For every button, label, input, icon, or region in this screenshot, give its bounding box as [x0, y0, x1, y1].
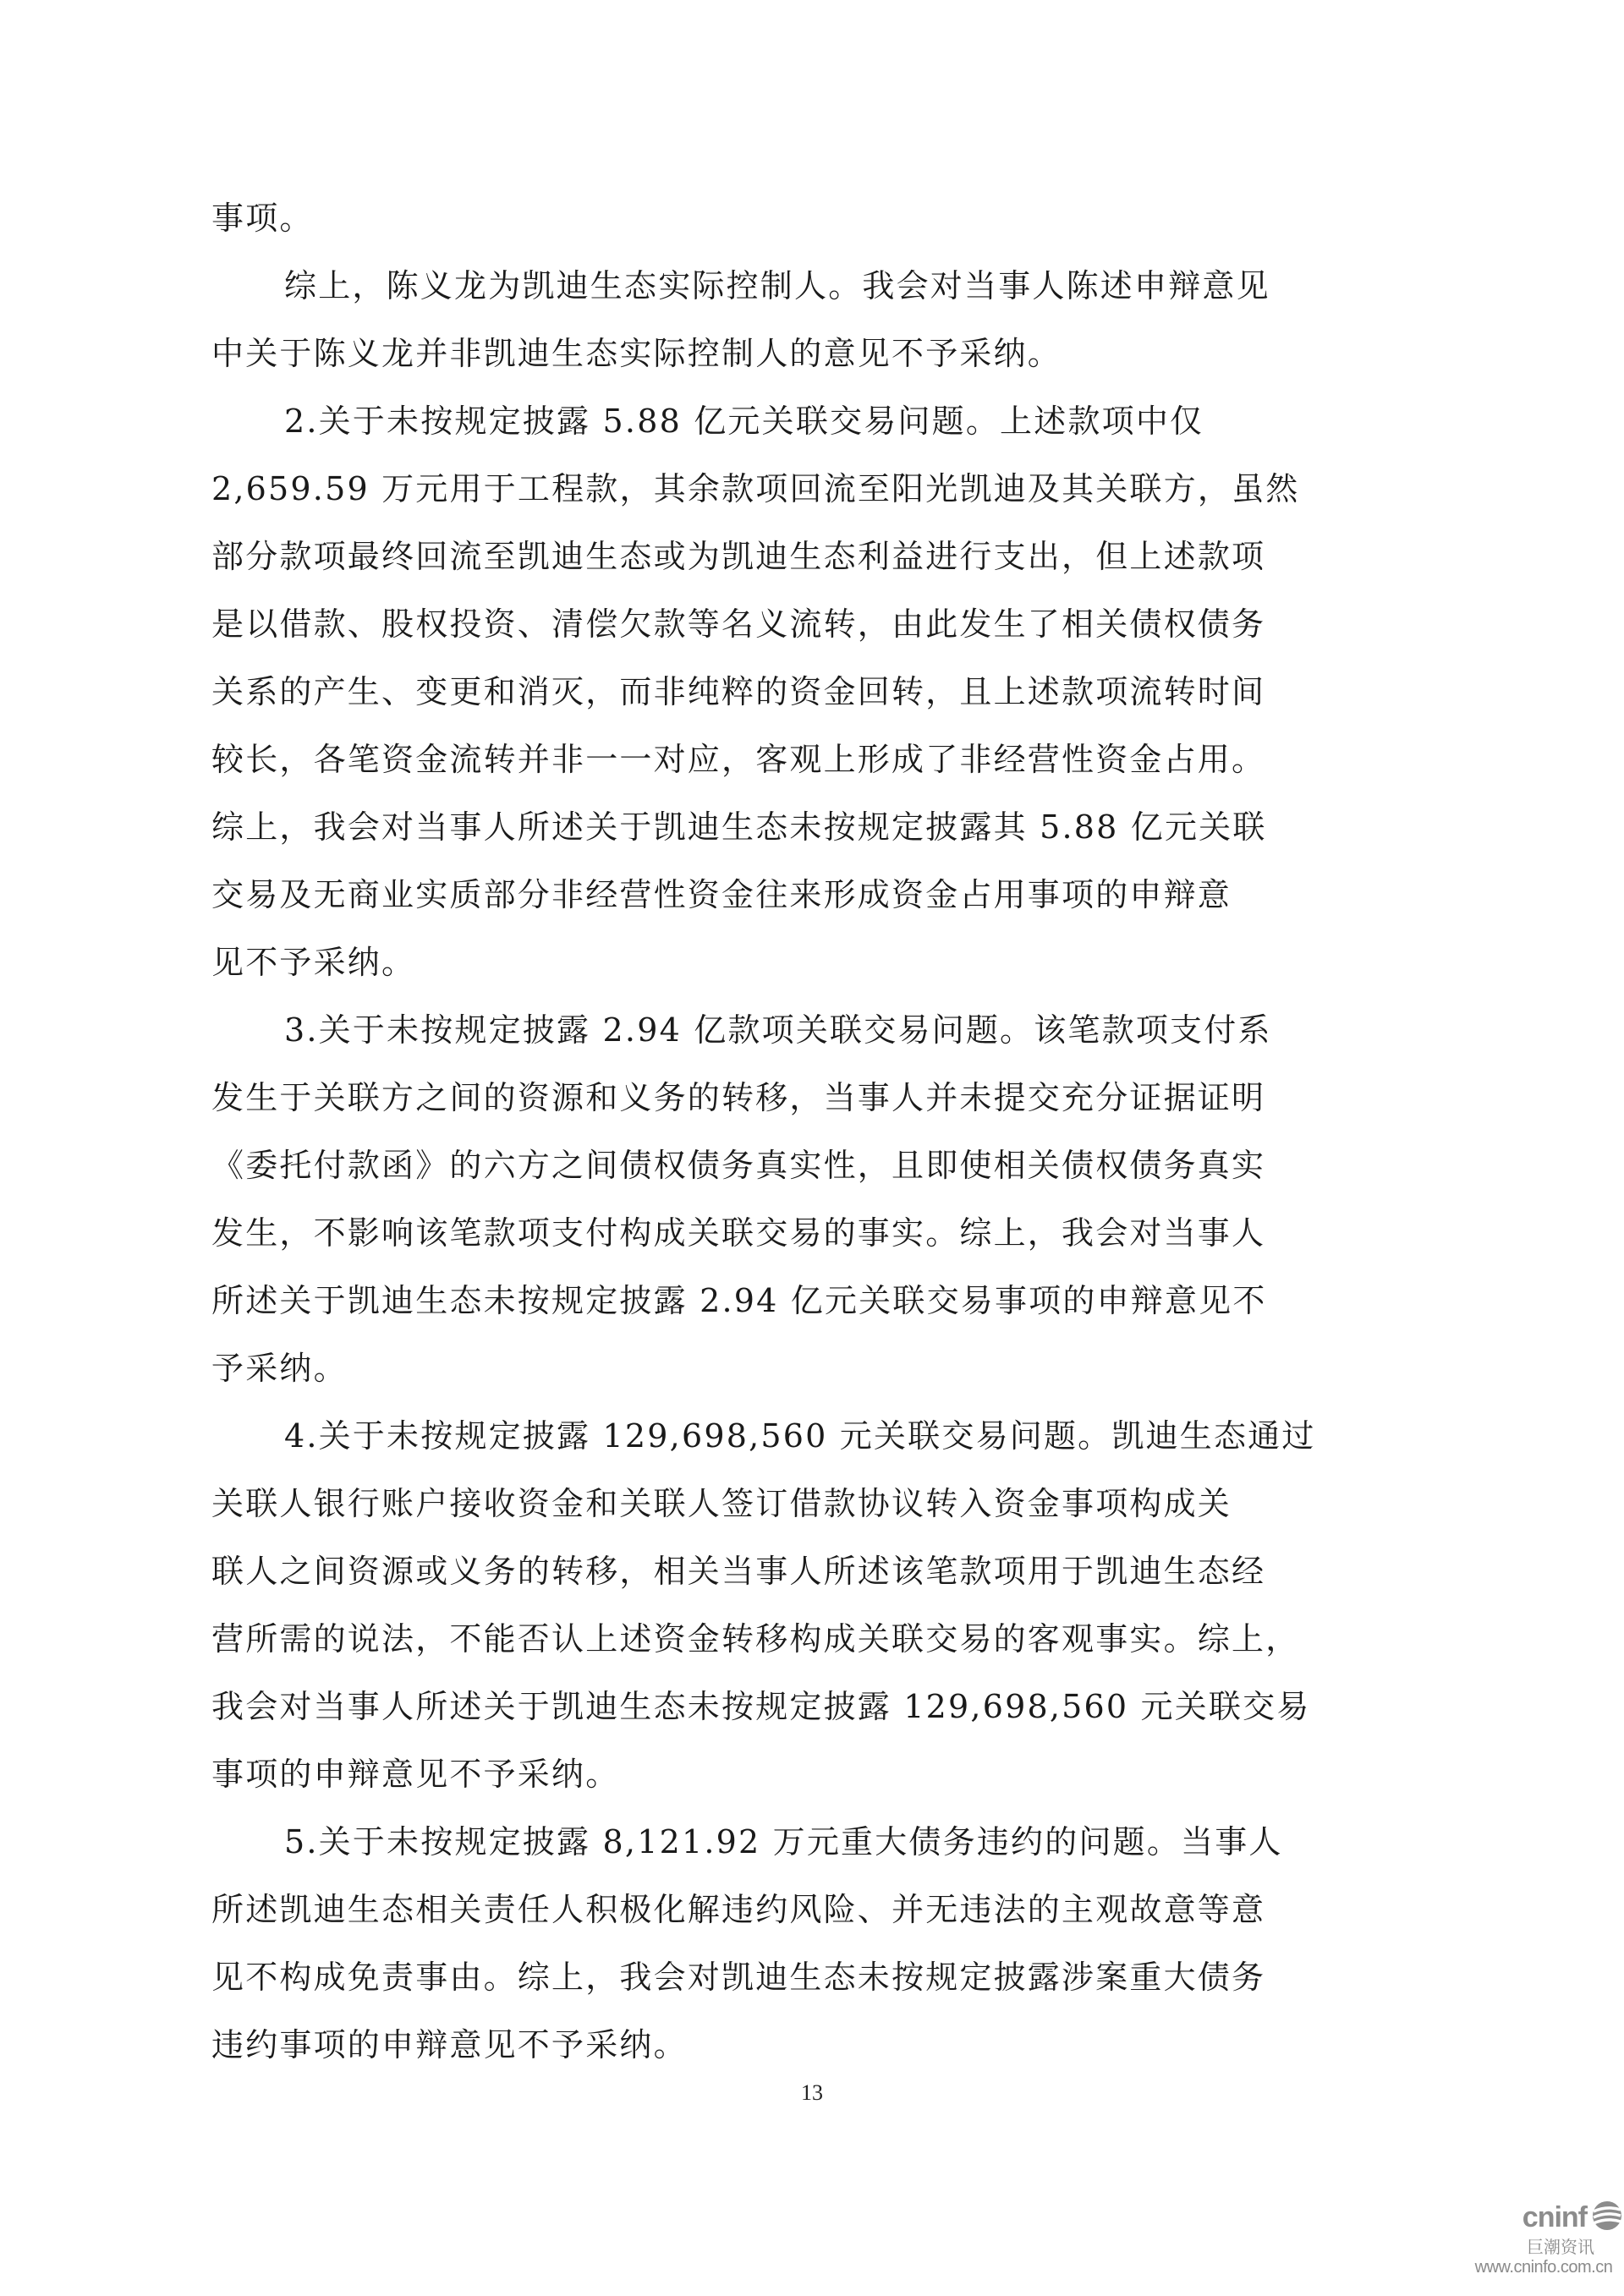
cninfo-watermark [1463, 2199, 1624, 2277]
text-line: 违约事项的申辩意见不予采纳。 [211, 2026, 688, 2063]
text-line: 所述关于凯迪生态未按规定披露 2.94 亿元关联交易事项的申辩意见不 [211, 1282, 1267, 1319]
page-number: 13 [801, 2080, 823, 2105]
text-line: 综上，陈义龙为凯迪生态实际控制人。我会对当事人陈述申辩意见 [284, 267, 1270, 304]
text-line: 5.关于未按规定披露 8,121.92 万元重大债务违约的问题。当事人 [284, 1823, 1283, 1860]
text-line: 事项的申辩意见不予采纳。 [211, 1756, 620, 1793]
text-line: 较长，各笔资金流转并非一一对应，客观上形成了非经营性资金占用。 [211, 741, 1266, 778]
text-line: 中关于陈义龙并非凯迪生态实际控制人的意见不予采纳。 [211, 335, 1062, 372]
text-line: 我会对当事人所述关于凯迪生态未按规定披露 129,698,560 元关联交易 [211, 1688, 1311, 1725]
text-line: 《委托付款函》的六方之间债权债务真实性，且即使相关债权债务真实 [211, 1147, 1266, 1184]
text-line: 关联人银行账户接收资金和关联人签订借款协议转入资金事项构成关 [211, 1485, 1232, 1522]
text-line: 是以借款、股权投资、清偿欠款等名义流转，由此发生了相关债权债务 [211, 606, 1266, 643]
document-body [211, 184, 1396, 2079]
watermark-url: www.cninfo.com.cn [1474, 2258, 1613, 2277]
text-line: 予采纳。 [211, 1350, 348, 1387]
text-line: 综上，我会对当事人所述关于凯迪生态未按规定披露其 5.88 亿元关联 [211, 808, 1267, 846]
text-line: 所述凯迪生态相关责任人积极化解违约风险、并无违法的主观故意等意 [211, 1891, 1266, 1928]
watermark-name-cn: 巨潮资讯 [1527, 2238, 1594, 2257]
watermark-brand-text: cninf [1522, 2201, 1587, 2233]
text-line: 2.关于未按规定披露 5.88 亿元关联交易问题。上述款项中仅 [284, 403, 1204, 440]
cninfo-logo-icon [1590, 2199, 1624, 2237]
text-line: 交易及无商业实质部分非经营性资金往来形成资金占用事项的申辩意 [211, 876, 1232, 913]
watermark-brand-row [1463, 2199, 1624, 2237]
text-line: 联人之间资源或义务的转移，相关当事人所述该笔款项用于凯迪生态经 [211, 1553, 1266, 1590]
text-line: 发生于关联方之间的资源和义务的转移，当事人并未提交充分证据证明 [211, 1079, 1266, 1116]
text-line: 4.关于未按规定披露 129,698,560 元关联交易问题。凯迪生态通过 [284, 1417, 1316, 1455]
text-line: 营所需的说法，不能否认上述资金转移构成关联交易的客观事实。综上， [211, 1620, 1300, 1658]
text-line: 关系的产生、变更和消灭，而非纯粹的资金回转，且上述款项流转时间 [211, 673, 1266, 710]
text-line: 事项。 [211, 200, 314, 237]
text-line: 发生，不影响该笔款项支付构成关联交易的事实。综上，我会对当事人 [211, 1214, 1266, 1252]
text-line: 部分款项最终回流至凯迪生态或为凯迪生态利益进行支出，但上述款项 [211, 538, 1266, 575]
text-line: 2,659.59 万元用于工程款，其余款项回流至阳光凯迪及其关联方，虽然 [211, 470, 1300, 507]
text-line: 见不构成免责事由。综上，我会对凯迪生态未按规定披露涉案重大债务 [211, 1959, 1266, 1996]
text-line: 见不予采纳。 [211, 944, 416, 981]
text-line: 3.关于未按规定披露 2.94 亿款项关联交易问题。该笔款项支付系 [284, 1011, 1272, 1049]
